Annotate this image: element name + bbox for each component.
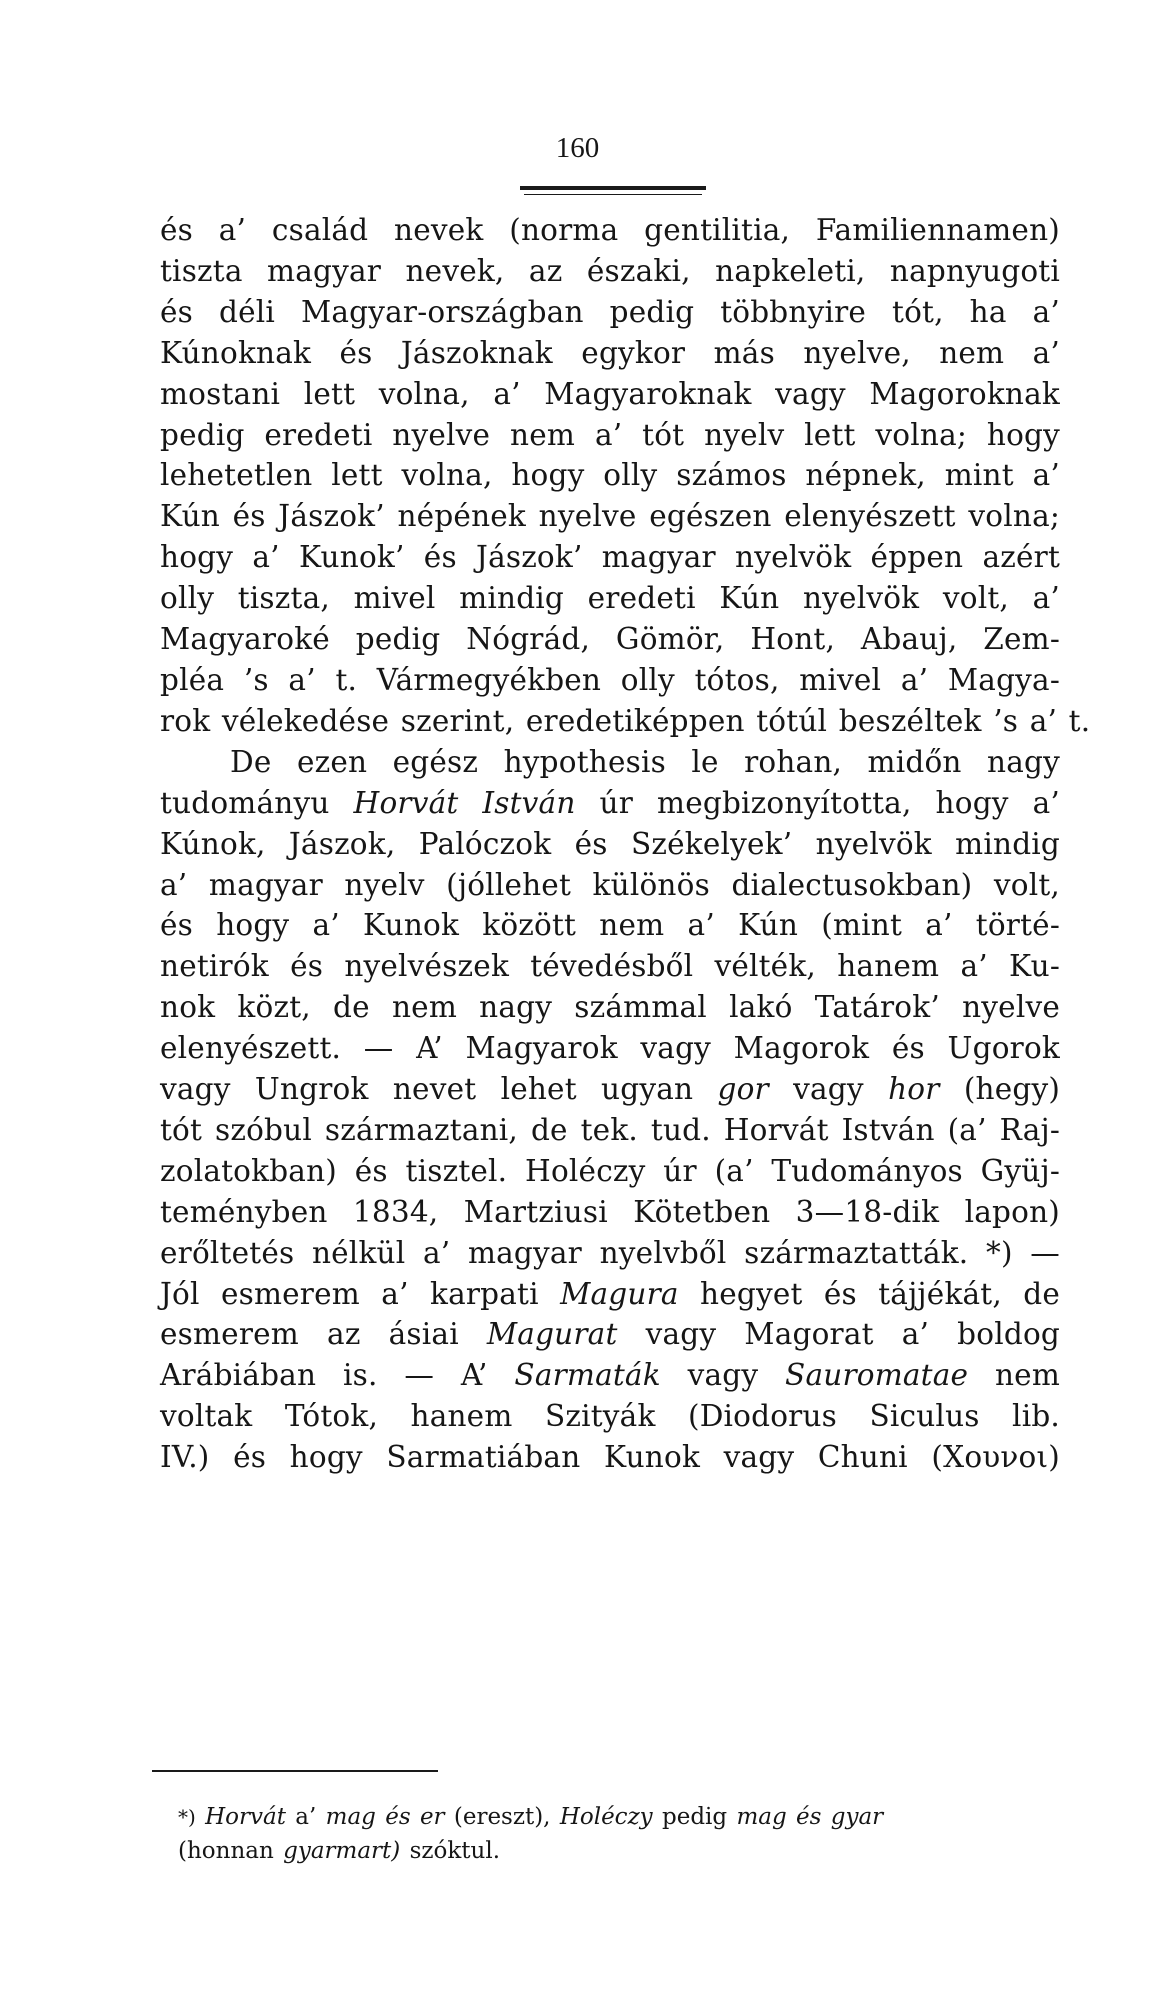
page-number: 160 [555,132,600,164]
text-run: esmerem az ásiai [160,1317,459,1352]
text-line: és hogy a’ Kunok között nem a’ Kún (mint a’ törté- [160,908,1060,943]
italic-word: mag [325,1804,376,1830]
text-run: szóktul. [409,1838,501,1864]
text-line: De ezen egész hypothesis le rohan, midőn nagy [230,744,1060,779]
text-run: Jól esmerem a’ karpati [160,1276,539,1311]
italic-word: er [419,1804,445,1830]
text-line: és déli Magyar-országban pedig többnyire tót, ha a’ [160,294,1060,329]
text-run: úr megbizonyította, hogy a’ [599,785,1061,820]
text-line: tót szóbul származtani, de tek. tud. Horvát István (a’ Raj- [160,1112,1060,1147]
italic-word: és [385,1804,411,1830]
text-line: a’ magyar nyelv (jóllehet különös dialectusokban) volt, [160,867,1060,902]
text-line: pléa ’s a’ t. Vármegyékben olly tótos, mivel a’ Magya- [160,662,1060,697]
text-run: vagy Ungrok nevet lehet ugyan [160,1072,694,1107]
paragraph-1 [160,210,1091,742]
text-line: voltak Tótok, hanem Szityák (Diodorus Siculus lib. [160,1399,1060,1434]
text-line [160,783,1060,824]
header-double-rule [520,186,706,190]
italic-word: és [796,1804,822,1830]
text-line: nok közt, de nem nagy számmal lakó Tatárok’ nyelve [160,990,1060,1025]
text-line [160,1274,1060,1315]
text-run: a’ [295,1804,317,1830]
text-line: Kún és Jászok’ népének nyelve egészen elenyészett volna; [160,499,1060,534]
italic-word: hor [888,1072,940,1107]
text-line: lehetetlen lett volna, hogy olly számos népnek, mint a’ [160,458,1060,493]
text-line [160,1314,1060,1355]
footnote [178,1800,1058,1868]
text-line: mostani lett volna, a’ Magyaroknak vagy Magoroknak [160,376,1060,411]
italic-word: Magurat [486,1317,618,1352]
text-line: Kúnok, Jászok, Palóczok és Székelyek’ nyelvök mindig [160,826,1060,861]
text-line: netirók és nyelvészek tévedésből vélték, hanem a’ Ku- [160,949,1060,984]
text-line: rok vélekedése szerint, eredetiképpen tótúl beszéltek ’s a’ t. [160,703,1091,738]
text-line: IV.) és hogy Sarmatiában Kunok vagy Chuni (Χουνοι) [160,1440,1060,1475]
text-run: (honnan [178,1838,274,1864]
text-line [160,1069,1060,1110]
italic-name: Horvát István [353,785,576,820]
italic-word: Holéczy [559,1804,653,1830]
text-line [160,1355,1060,1396]
italic-word: gyar [830,1804,884,1830]
text-line: hogy a’ Kunok’ és Jászok’ magyar nyelvök éppen azért [160,540,1060,575]
italic-word: mag [736,1804,787,1830]
text-run: (hegy) [963,1072,1061,1107]
text-run: pedig [662,1804,728,1830]
footnote-line [178,1800,1058,1834]
italic-word: Magura [560,1276,679,1311]
text-line: Magyaroké pedig Nógrád, Gömör, Hont, Abauj, Zem- [160,622,1060,657]
text-line: Kúnoknak és Jászoknak egykor más nyelve, nem a’ [160,335,1060,370]
text-line: pedig eredeti nyelve nem a’ tót nyelv lett volna; hogy [160,417,1060,452]
text-run: vagy [687,1358,759,1393]
footnote-rule [152,1770,438,1772]
text-line: tiszta magyar nevek, az északi, napkeleti, napnyugoti [160,253,1060,288]
text-run: tudományu [160,785,330,820]
text-line: elenyészett. — A’ Magyarok vagy Magorok és Ugorok [160,1031,1060,1066]
text-run: vagy [793,1072,864,1107]
text-run: vagy Magorat a’ boldog [645,1317,1060,1352]
footnote-line [178,1834,1058,1868]
italic-word: Horvát [205,1804,286,1830]
text-line: erőltetés nélkül a’ magyar nyelvből származtatták. *) — [160,1235,1060,1270]
text-line: zolatokban) és tisztel. Holéczy úr (a’ Tudományos Gyüj- [160,1153,1060,1188]
text-run: Arábiában is. — A’ [160,1358,488,1393]
body-text [160,210,1091,1478]
text-run: (ereszt), [453,1804,551,1830]
text-line: és a’ család nevek (norma gentilitia, Familiennamen) [160,213,1060,247]
paragraph-2 [160,742,1060,1478]
text-run: nem [994,1358,1061,1393]
italic-word: gyarmart) [283,1838,401,1864]
text-run: hegyet és tájjékát, de [700,1276,1061,1311]
italic-word: Sauromatae [785,1358,969,1393]
footnote-marker: *) [178,1805,196,1829]
text-line: olly tiszta, mivel mindig eredeti Kún nyelvök volt, a’ [160,581,1060,616]
italic-word: gor [717,1072,769,1107]
text-line: teményben 1834, Martziusi Kötetben 3—18-dik lapon) [160,1194,1060,1229]
italic-word: Sarmaták [514,1358,661,1393]
